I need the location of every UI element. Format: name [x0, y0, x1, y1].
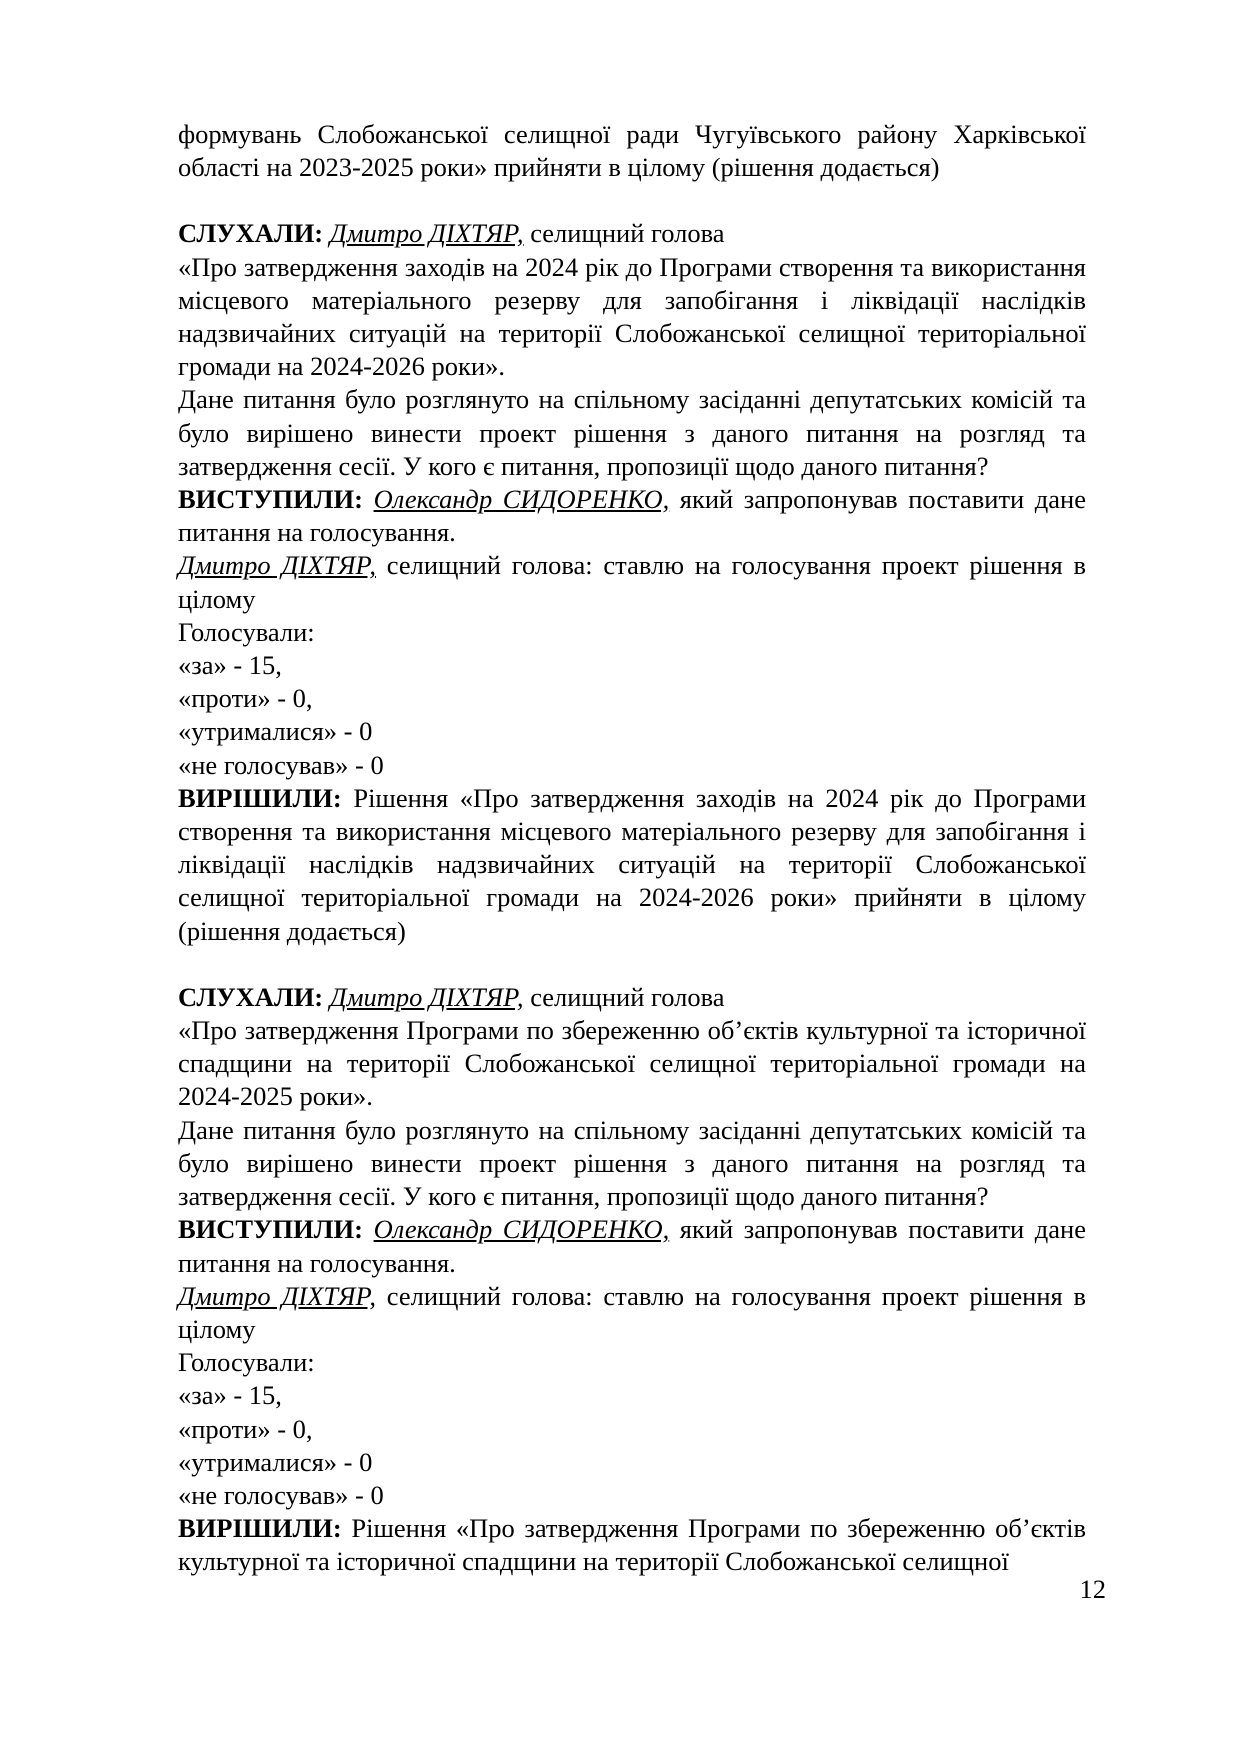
decided-label: ВИРІШИЛИ: [178, 782, 342, 813]
vote-line: «не голосував» - 0 [178, 749, 384, 780]
discussion-paragraph: Дане питання було розглянуто на спільному засіданні депутатських комісій та було вирішено винести проект рішення з даного питання на розгляд та затвердження сесії. У кого є питання, пропозиції щодо даного питання? [178, 384, 1086, 481]
heard-label: СЛУХАЛИ: [178, 218, 324, 249]
chair-paragraph [178, 549, 1086, 615]
spoke-text: який запропонував поставити дане питання на голосування. [178, 484, 1086, 548]
speaker-name: Дмитро ДІХТЯР, [178, 1280, 376, 1311]
spoke-paragraph [178, 1213, 1086, 1279]
spoke-label: ВИСТУПИЛИ: [178, 484, 363, 515]
spoke-text: який запропонував поставити дане питання на голосування. [178, 1214, 1086, 1278]
vote-line: «утрималися» - 0 [178, 716, 373, 747]
heard-line [178, 217, 1086, 250]
speaker-name: Дмитро ДІХТЯР, [329, 218, 524, 249]
vote-line: Голосували: [178, 616, 315, 647]
agenda-item [178, 217, 1086, 947]
topic-paragraph: «Про затвердження заходів на 2024 рік до Програми створення та використання місцевого матеріального резерву для запобігання і ліквідації наслідків надзвичайних ситуацій на території Слобожанської селищної територіальної громади на 2024-2026 роки». [178, 251, 1086, 382]
page-number: 12 [1079, 1574, 1106, 1604]
chair-paragraph [178, 1280, 1086, 1346]
vote-line: «проти» - 0, [178, 683, 313, 714]
chair-text: селищний голова: ставлю на голосування проект рішення в цілому [178, 1280, 1087, 1344]
vote-line: «за» - 15, [178, 1380, 282, 1411]
paragraph-spacer [178, 948, 1086, 981]
vote-line: «утрималися» - 0 [178, 1446, 373, 1477]
chair-text: селищний голова: ставлю на голосування проект рішення в цілому [178, 550, 1087, 614]
page-content [178, 118, 1086, 1579]
paragraph-spacer [178, 184, 1086, 217]
heard-line [178, 981, 1086, 1014]
heard-label: СЛУХАЛИ: [178, 981, 324, 1012]
vote-list [178, 616, 1086, 782]
spoke-paragraph [178, 483, 1086, 549]
discussion-paragraph: Дане питання було розглянуто на спільному засіданні депутатських комісій та було вирішено винести проект рішення з даного питання на розгляд та затвердження сесії. У кого є питання, пропозиції щодо даного питання? [178, 1114, 1086, 1212]
vote-line: «проти» - 0, [178, 1413, 313, 1444]
topic-paragraph: «Про затвердження Програми по збереженню об’єктів культурної та історичної спадщини на території Слобожанської селищної територіальної громади на 2024-2025 роки». [178, 1015, 1086, 1112]
speaker-role: селищний голова [523, 218, 725, 249]
speaker-name: Дмитро ДІХТЯР, [329, 981, 524, 1012]
decision-text: Рішення «Про затвердження заходів на 2024 рік до Програми створення та використання місцевого матеріального резерву для запобігання і ліквідації наслідків надзвичайних ситуацій на території Слобожанської селищної територіальної громади на 2024-2026 роки» прийняти в цілому (рішення додається) [178, 782, 1086, 946]
vote-line: Голосували: [178, 1347, 315, 1378]
intro-paragraph: формувань Слобожанської селищної ради Чугуївського району Харківської області на 2023-2025 роки» прийняти в цілому (рішення додається) [178, 119, 1086, 183]
vote-list [178, 1346, 1086, 1512]
decision-paragraph [178, 782, 1086, 948]
speaker-name: Олександр СИДОРЕНКО, [373, 484, 670, 515]
vote-line: «не голосував» - 0 [178, 1479, 384, 1510]
decision-paragraph [178, 1512, 1086, 1578]
speaker-role: селищний голова [523, 981, 725, 1012]
decided-label: ВИРІШИЛИ: [178, 1513, 342, 1544]
speaker-name: Дмитро ДІХТЯР, [178, 550, 376, 581]
decision-text: Рішення «Про затвердження Програми по збереженню об’єктів культурної та історичної спадщини на території Слобожанської селищної [178, 1513, 1086, 1577]
spoke-label: ВИСТУПИЛИ: [178, 1214, 363, 1245]
speaker-name: Олександр СИДОРЕНКО, [373, 1214, 670, 1245]
agenda-item [178, 981, 1086, 1579]
vote-line: «за» - 15, [178, 650, 282, 681]
